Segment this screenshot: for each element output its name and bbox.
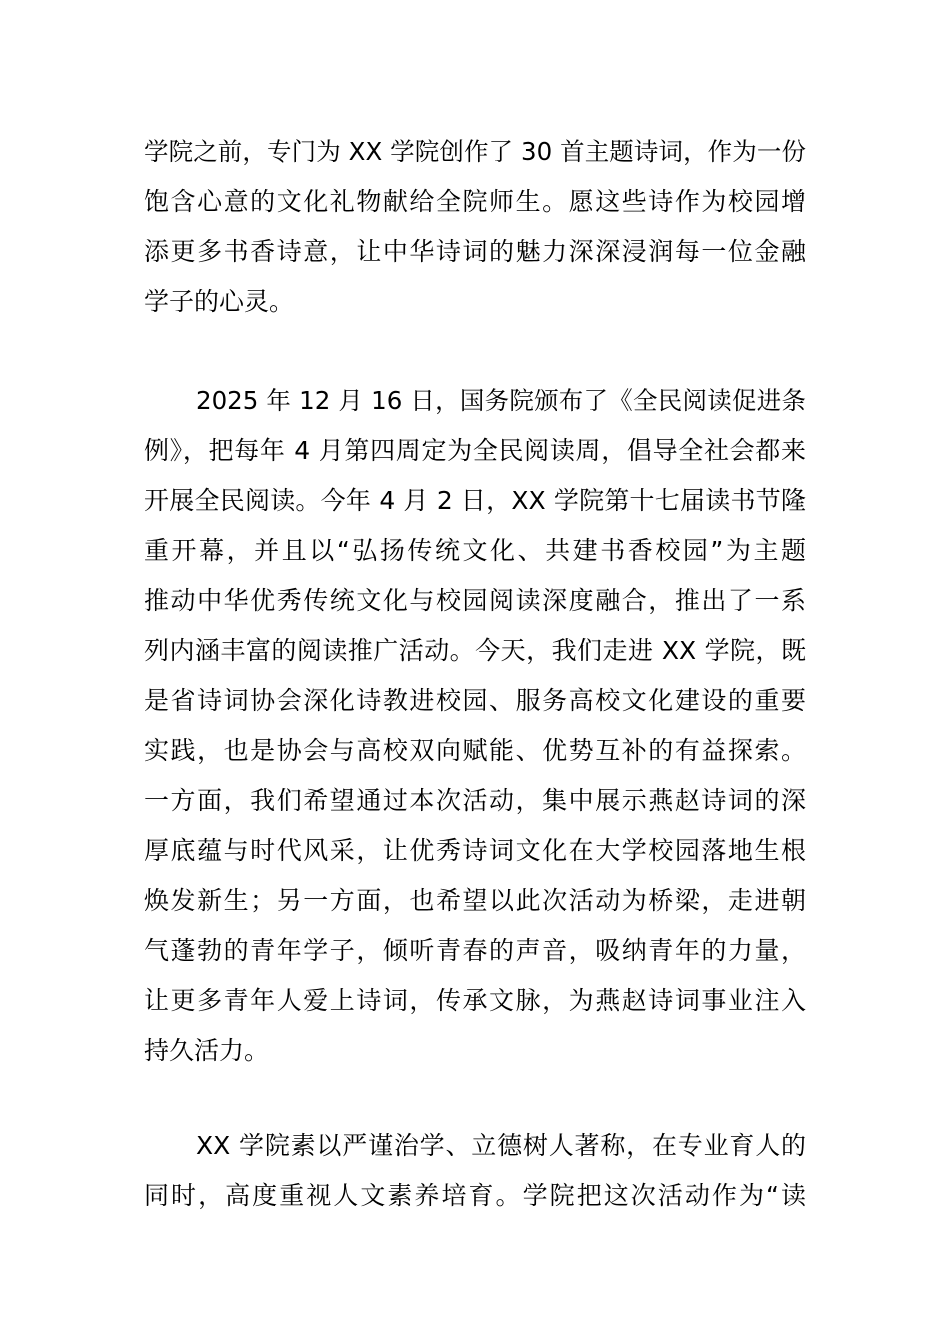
text-line: 开展全民阅读。今年 4 月 2 日，XX 学院第十七届读书节隆 (144, 486, 806, 515)
text-line: 列内涵丰富的阅读推广活动。今天，我们走进 XX 学院，既 (144, 636, 806, 665)
text-line: 厚底蕴与时代风采，让优秀诗词文化在大学校园落地生根 (144, 836, 806, 865)
text-line: 同时，高度重视人文素养培育。学院把这次活动作为“读 (144, 1181, 806, 1210)
text-line: 实践，也是协会与高校双向赋能、优势互补的有益探索。 (144, 736, 806, 765)
text-line: 让更多青年人爱上诗词，传承文脉，为燕赵诗词事业注入 (144, 986, 806, 1015)
text-line: 添更多书香诗意，让中华诗词的魅力深深浸润每一位金融 (144, 237, 806, 266)
paragraph (144, 376, 806, 1076)
text-line: 一方面，我们希望通过本次活动，集中展示燕赵诗词的深 (144, 786, 806, 815)
text-line: 学院之前，专门为 XX 学院创作了 30 首主题诗词，作为一份 (144, 137, 806, 166)
text-line: 饱含心意的文化礼物献给全院师生。愿这些诗作为校园增 (144, 187, 806, 216)
text-line: 学子的心灵。 (144, 287, 295, 316)
text-line: 例》，把每年 4 月第四周定为全民阅读周，倡导全社会都来 (144, 436, 806, 465)
text-line: 焕发新生；另一方面，也希望以此次活动为桥梁，走进朝 (144, 886, 806, 915)
text-line: 气蓬勃的青年学子，倾听青春的声音，吸纳青年的力量， (144, 936, 806, 965)
text-line: 重开幕，并且以“弘扬传统文化、共建书香校园”为主题 (144, 536, 806, 565)
paragraph (144, 1121, 806, 1221)
text-line: 持久活力。 (144, 1036, 270, 1065)
text-line: XX 学院素以严谨治学、立德树人著称，在专业育人的 (196, 1131, 806, 1160)
paragraph (144, 127, 806, 327)
text-line: 推动中华优秀传统文化与校园阅读深度融合，推出了一系 (144, 586, 806, 615)
text-line: 2025 年 12 月 16 日，国务院颁布了《全民阅读促进条 (196, 386, 806, 415)
text-line: 是省诗词协会深化诗教进校园、服务高校文化建设的重要 (144, 686, 806, 715)
